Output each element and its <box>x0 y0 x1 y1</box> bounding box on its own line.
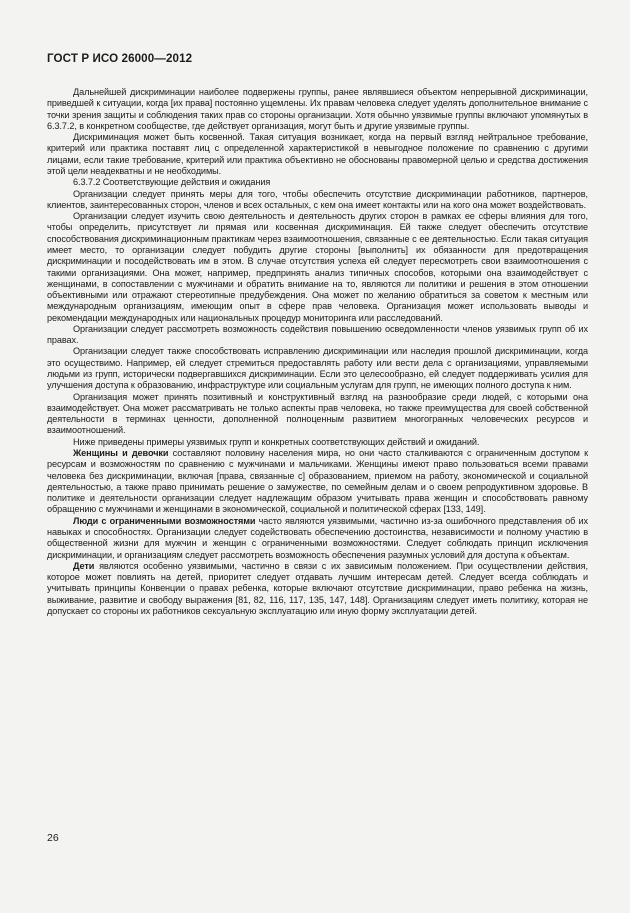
paragraph: Организации следует принять меры для того, чтобы обеспечить отсутствие дискриминации работников, партнеров, клиентов, заинтересованных сторон, членов и всех остальных, с кем она имеет контакты или на кого она может воздействовать. <box>47 188 588 210</box>
paragraph: Организации следует также способствовать исправлению дискриминации или наследия прошлой дискриминации, когда это осуществимо. Например, ей следует стремиться предоставлять работу или вести дела с организациями, управляемыми людьми из групп, исторически подвергавшихся дискриминации. Если это целесообразно, ей следует поддерживать усилия для улучшения доступа к образованию, инфраструктуре или социальным услугам для групп, не имеющих полного доступа к ним. <box>47 346 588 391</box>
paragraph: Дискриминация может быть косвенной. Такая ситуация возникает, когда на первый взгляд нейтральное требование, критерий или практика поставят лиц с определенной характеристикой в невыгодное положение по сравнению с другими лицами, если такие требование, критерий или практика объективно не обоснованы правомерной целью и средства достижения этой цели неадекватны и не необходимы. <box>47 132 588 176</box>
section-heading: 6.3.7.2 Соответствующие действия и ожидания <box>73 177 271 188</box>
paragraph: Организации следует рассмотреть возможность содействия повышению осведомленности членов уязвимых групп об их правах. <box>47 323 588 346</box>
paragraph-text: составляют половину населения мира, но они часто сталкиваются с ограниченным доступом к ресурсам и возможностям по сравнению с мужчинами и мальчиками. Женщины имеют право пользоваться всеми правами человека без дискриминации, включая [права, связанные с] образованием, приемом на работу, экономической и социальной деятельностью, а также право принимать решение о замужестве, по семейным делам и о своем репродуктивном здоровье. В политике и деятельности организации следует надлежащим образом учитывать права женщин и способствовать равному обращению с мужчинами и женщинами в экономической, социальной и политической сферах [133, 149]. <box>47 448 588 515</box>
bold-lead-term: Люди с ограниченными возможностями <box>73 515 256 526</box>
paragraph: Организация может принять позитивный и конструктивный взгляд на разнообразие среди людей, с которыми она взаимодействует. Она может рассматривать не только аспекты прав человека, но также преимущества для своей собственной деятельности в терминах ценности, дополненной полноценным развитием многогранных человеческих ресурсов и взаимоотношений. <box>47 391 588 436</box>
paragraph <box>47 448 588 516</box>
paragraph-text: являются особенно уязвимыми, частично в связи с их зависимым положением. При осуществлении действия, которое может повлиять на детей, приоритет следует отдавать лучшим интересам детей. Следует всегда соблюдать и учитывать принципы Конвенции о правах ребенка, которые включают отсутствие дискриминации, право ребенка на жизнь, выживание, развитие и свободу выражения [81, 82, 116, 117, 135, 147, 148]. Организациям следует иметь политику, которая не допускает со стороны их работников сексуальную эксплуатацию или иную форму эксплуатации детей. <box>47 560 588 616</box>
body-text <box>47 87 588 617</box>
paragraph: Организации следует изучить свою деятельность и деятельность других сторон в рамках ее сферы влияния для того, чтобы определить, присутствует ли прямая или косвенная дискриминация. Ей также следует обеспечить отсутствие способствования дискриминационным практикам через взаимоотношения, связанные с ее деятельностью. Если такая ситуация имеет место, то организации следует побудить другие стороны [выполнить] их обязанности для предотвращения дискриминации и посодействовать им в этом. В случае отсутствия успеха ей следует пересмотреть свои взаимоотношения с такими организациями. Она может, например, предпринять анализ типичных способов, которыми она взаимодействует с женщинами, в сопоставлении с мужчинами и обратить внимание на то, являются ли политики и решения в этом отношении объективными или отражают стереотипные предубеждения. Она может по желанию обратиться за советом к местным или международным организациям, имеющим опыт в сфере прав человека. Организация может использовать выводы и рекомендации международных или национальных процедур мониторинга или расследований. <box>47 211 588 323</box>
paragraph <box>47 561 588 617</box>
running-header: ГОСТ Р ИСО 26000—2012 <box>47 52 193 65</box>
bold-lead-term: Женщины и девочки <box>73 448 169 458</box>
paragraph: Ниже приведены примеры уязвимых групп и конкретных соответствующих действий и ожиданий. <box>73 436 480 447</box>
paragraph-text: часто являются уязвимыми, частично из-за ошибочного представления об их навыках и способностях. Организации следует содействовать обеспечению достоинства, независимости и полному участию в общественной жизни для мужчин и женщин с ограниченными возможностями. Следует соблюдать принцип исключения дискриминации, и организациям следует рассмотреть возможность обеспечения разумных условий для доступа к объектам. <box>47 515 588 560</box>
page-number: 26 <box>47 832 59 844</box>
bold-lead-term: Дети <box>73 560 95 571</box>
paragraph: Дальнейшей дискриминации наиболее подвержены группы, ранее являвшиеся объектом непрерывной дискриминации, приведшей к ситуации, когда [их права] постоянно ущемлены. Их правам человека следует уделять дополнительное внимание с точки зрения защиты и соблюдения таких прав со стороны организации. Хотя обычно уязвимые группы включают упомянутых в 6.3.7.2, в конкретном сообществе, где действует организация, могут быть и другие уязвимые группы. <box>47 87 588 131</box>
paragraph <box>47 516 588 561</box>
